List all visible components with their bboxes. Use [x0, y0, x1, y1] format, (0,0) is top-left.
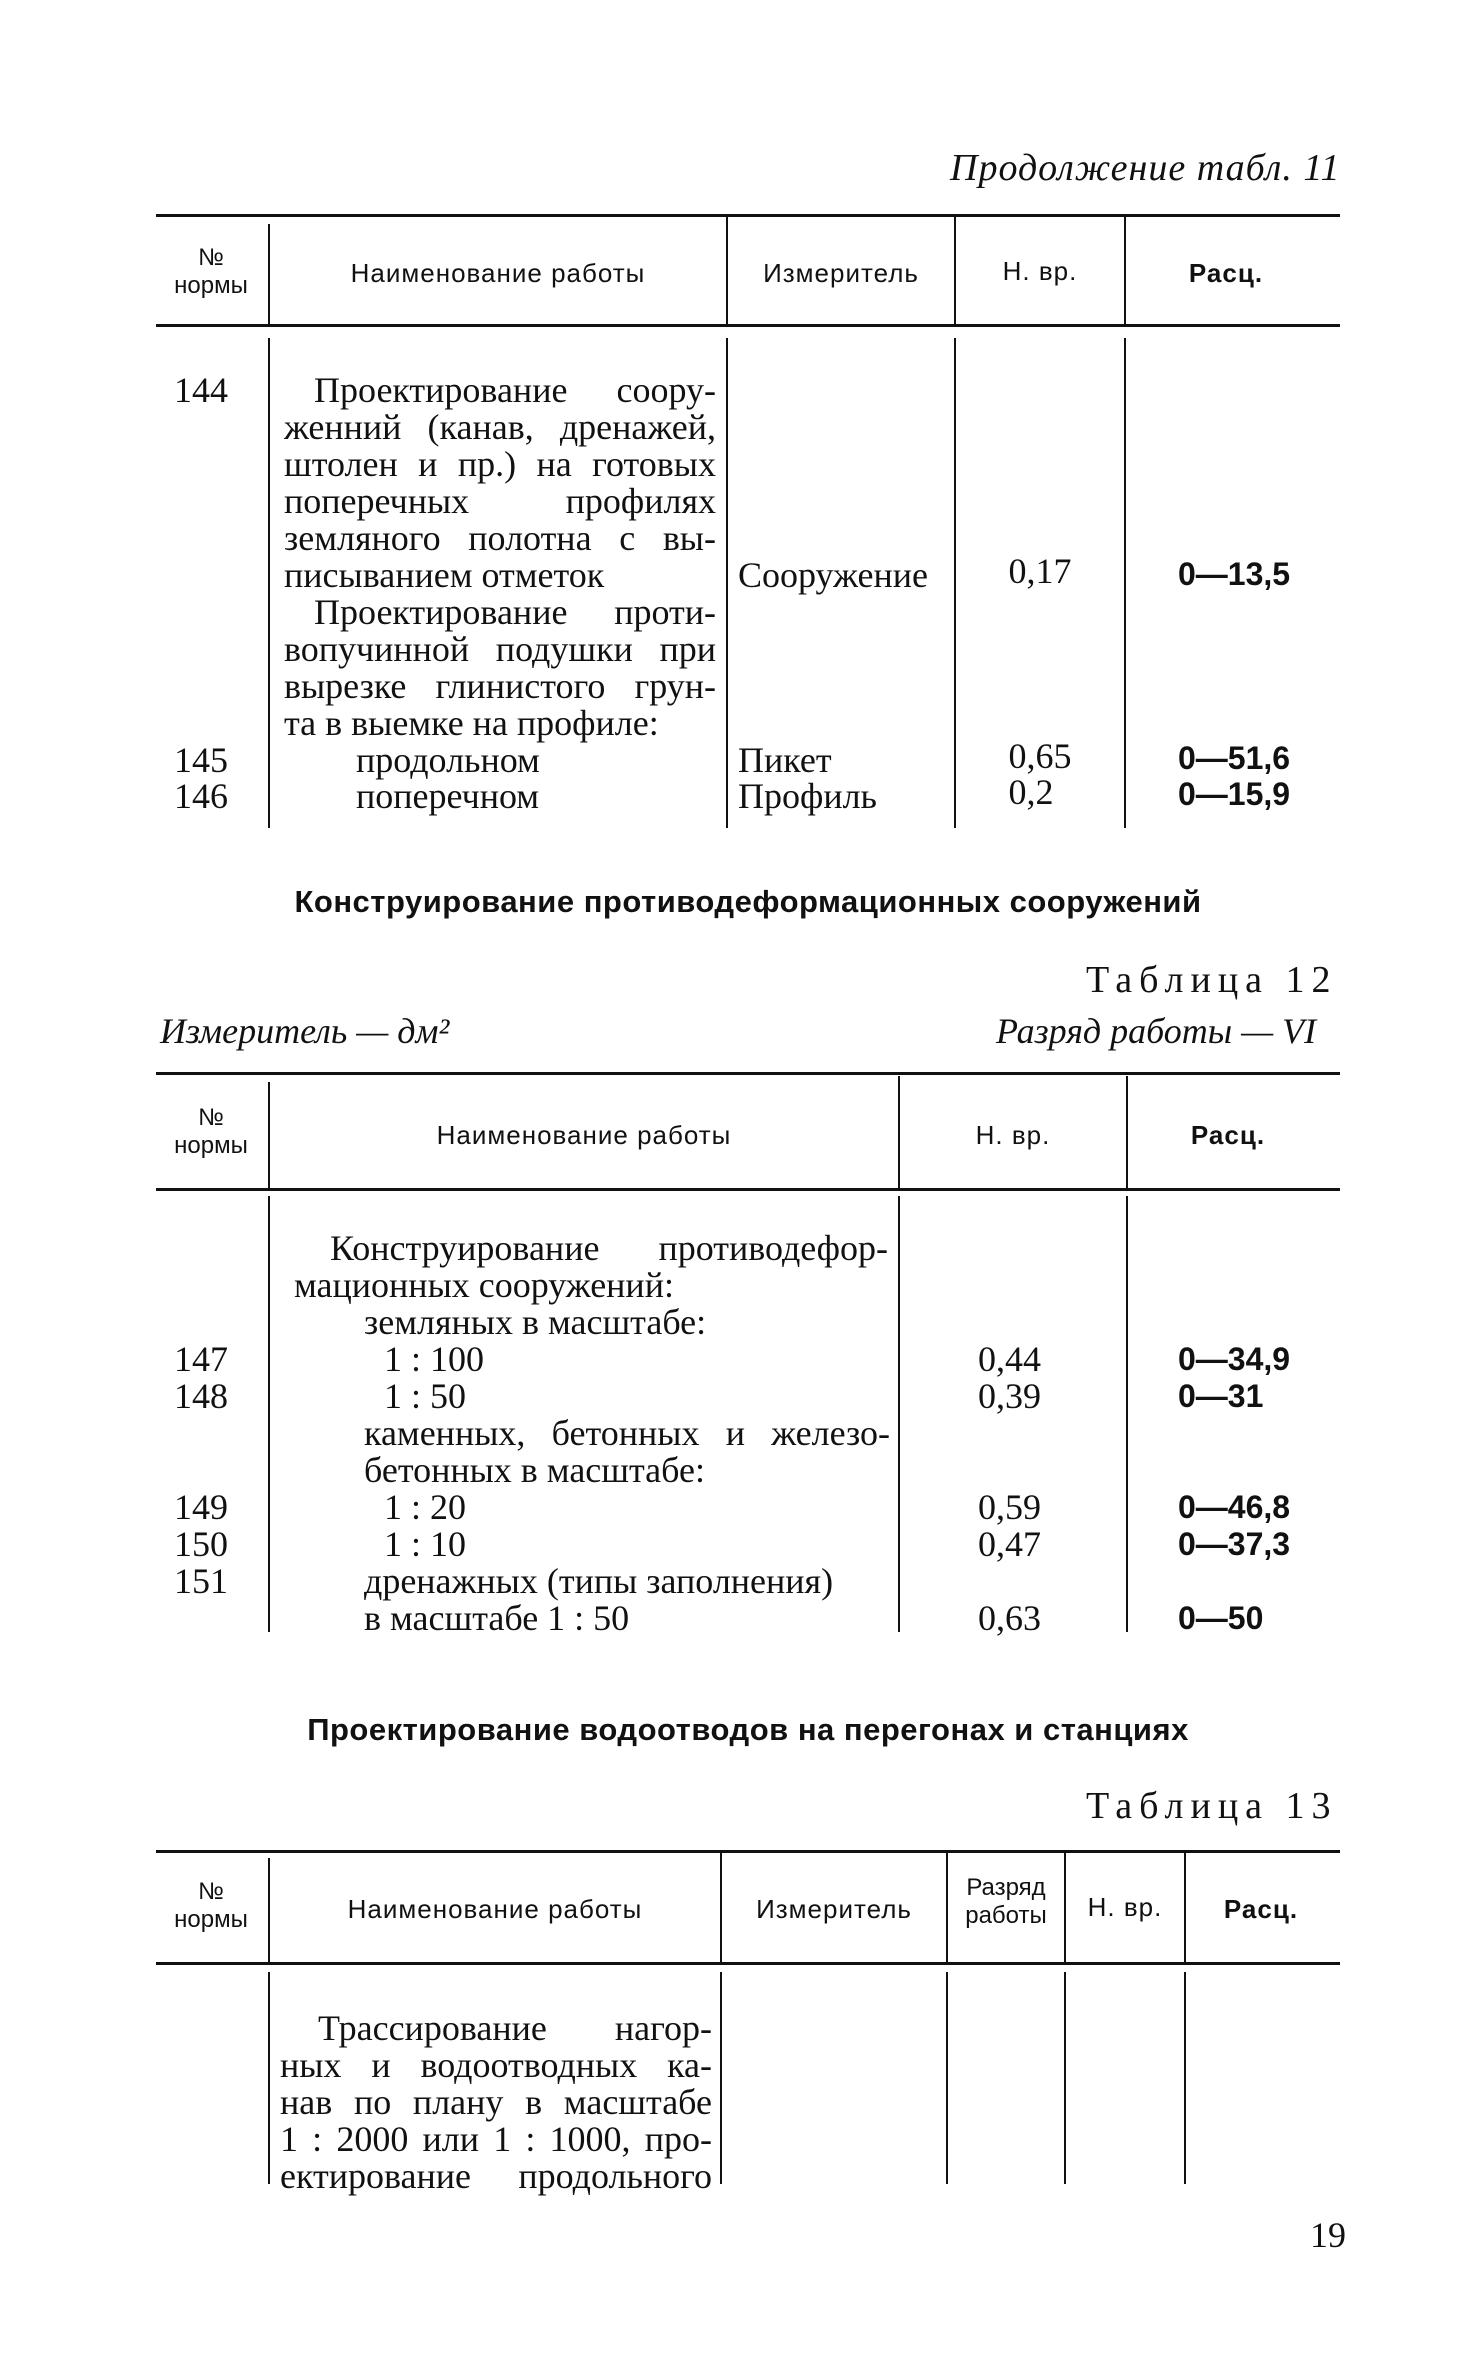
table11-col-rate-header: Расц. [1188, 258, 1264, 288]
table13-row-text: Трассирование нагор- ных и водоотводных ка- нав по плану в масштабе 1 : 2000 или 1 : 1000, про- ектирование продольного [280, 2008, 712, 2196]
row-150-scale: 1 : 10 [384, 1524, 467, 1564]
table11-col-unit-header: Измеритель [763, 258, 919, 288]
table11-col-num-header: № нормы [174, 244, 248, 299]
row-147-rate: 0—34,9 [1178, 1341, 1291, 1377]
row-149-scale: 1 : 20 [384, 1487, 467, 1527]
table12-body-vline-1 [268, 1196, 270, 1632]
table12-subheading-stone: каменных, бетонных и железо- бетонных в масштабе: [364, 1413, 890, 1490]
table13-col-unit-header: Измеритель [756, 1894, 912, 1924]
row-148-time: 0,39 [978, 1376, 1041, 1416]
table13-body-vline-3 [946, 1972, 948, 2184]
table12-grade: Разряд работы — VI [996, 1011, 1317, 1051]
row-147-scale: 1 : 100 [384, 1339, 485, 1379]
table12-header-rule [156, 1188, 1340, 1191]
row-149-number: 149 [174, 1487, 228, 1527]
row-146-number: 146 [174, 776, 228, 816]
row-148-number: 148 [174, 1376, 228, 1416]
table13-top-rule [156, 1850, 1340, 1853]
table13-label: Таблица 13 [1086, 1785, 1338, 1827]
table11-body-vline-4 [1124, 338, 1126, 828]
table13-col-time-header: Н. вр. [1087, 1892, 1163, 1922]
row-145-number: 145 [174, 740, 228, 780]
row-146-rate: 0—15,9 [1178, 776, 1291, 812]
table12-label: Таблица 12 [1086, 959, 1338, 1001]
table13-col-grade-header: Разряд работы [965, 1874, 1047, 1929]
row-144-unit: Сооружение [738, 555, 928, 595]
table11-header-rule [156, 324, 1340, 327]
row-150-number: 150 [174, 1524, 228, 1564]
table13-col-num-header: № нормы [174, 1878, 248, 1933]
table13-body-vline-1 [268, 1972, 270, 2184]
row-145-time: 0,65 [1008, 736, 1072, 776]
table13-body-vline-2 [720, 1972, 722, 2184]
table12-col-time-header: Н. вр. [975, 1120, 1051, 1150]
antiheave-group-text: Проектирование проти- вопучинной подушки при вырезке глинистого грун- та в выемке на профиле: [284, 592, 716, 743]
row-144-text: Проектирование соору- женний (канав, дренажей, штолен и пр.) на готовых поперечных профилях земляного полотна с вы- писыванием отметок [284, 370, 716, 595]
row-151-rate: 0—50 [1178, 1600, 1264, 1636]
row-146-text: поперечном [356, 776, 540, 816]
table12-col-rate-header: Расц. [1190, 1120, 1266, 1150]
row-149-rate: 0—46,8 [1178, 1489, 1291, 1525]
table13-body-vline-5 [1184, 1972, 1186, 2184]
row-148-rate: 0—31 [1178, 1378, 1264, 1414]
table12-subheading-earth: земляных в масштабе: [364, 1302, 707, 1342]
table11-col-name-header: Наименование работы [350, 258, 646, 288]
row-146-time: 0,2 [1008, 772, 1054, 812]
row-145-unit: Пикет [738, 740, 832, 780]
continuation-label: Продолжение табл. 11 [950, 147, 1341, 189]
table12-col-num-header: № нормы [174, 1104, 248, 1159]
row-148-scale: 1 : 50 [384, 1376, 467, 1416]
row-147-time: 0,44 [978, 1339, 1041, 1379]
table11-body-vline-2 [726, 338, 728, 828]
table12-intro: Конструирование противодефор- мационных сооружений: [294, 1228, 888, 1305]
table11-top-rule [156, 214, 1340, 217]
row-147-number: 147 [174, 1339, 228, 1379]
table13-col-name-header: Наименование работы [347, 1894, 643, 1924]
table13-body-vline-4 [1064, 1972, 1066, 2184]
row-150-rate: 0—37,3 [1178, 1526, 1291, 1562]
table13-header-rule [156, 1962, 1340, 1965]
row-151-time: 0,63 [978, 1598, 1041, 1638]
row-145-text: продольном [356, 740, 540, 780]
table11-col-time-header: Н. вр. [1002, 256, 1078, 286]
table12-col-name-header: Наименование работы [436, 1120, 732, 1150]
section13-title: Проектирование водоотводов на перегонах и станциях [307, 1712, 1189, 1747]
row-144-rate: 0—13,5 [1178, 556, 1291, 592]
row-145-rate: 0—51,6 [1178, 740, 1291, 776]
row-149-time: 0,59 [978, 1487, 1041, 1527]
table12-body-vline-3 [1126, 1196, 1128, 1632]
row-144-number: 144 [174, 370, 228, 410]
table12-top-rule [156, 1072, 1340, 1075]
table11-body-vline-1 [268, 338, 270, 828]
table13-col-rate-header: Расц. [1223, 1894, 1299, 1924]
table12-measure: Измеритель — дм² [160, 1011, 450, 1051]
row-144-time: 0,17 [1008, 551, 1072, 591]
row-151-text: дренажных (типы заполнения) в масштабе 1 : 50 [364, 1561, 834, 1638]
row-150-time: 0,47 [978, 1524, 1041, 1564]
page-number: 19 [1310, 2215, 1346, 2255]
row-151-number: 151 [174, 1561, 228, 1601]
row-146-unit: Профиль [738, 776, 877, 816]
table12-body-vline-2 [898, 1196, 900, 1632]
section12-title: Конструирование противодеформационных сооружений [294, 884, 1202, 919]
